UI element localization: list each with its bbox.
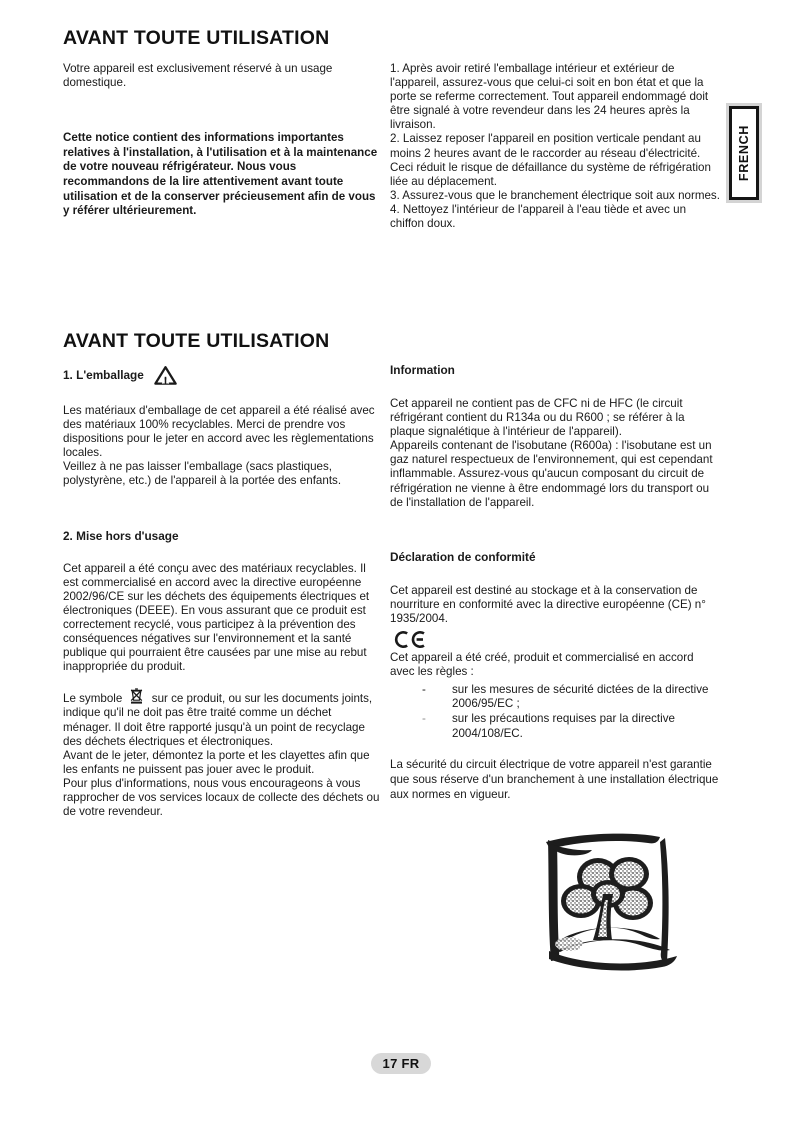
- conformite-paragraph-3: La sécurité du circuit électrique de votre appareil n'est garantie que sous réserve d'un branchement à une installation électrique aux normes en vigueur.: [390, 757, 719, 801]
- bullet-marker: -: [422, 683, 426, 697]
- bullet-marker: -: [422, 712, 426, 726]
- language-tab-label: FRENCH: [737, 124, 751, 182]
- mise-hors-usage-paragraph-3: Avant de le jeter, démontez la porte et les clayettes afin que les enfants ne puissent pas jouer avec le produit.: [63, 748, 370, 776]
- list-item: [412, 683, 720, 711]
- subheading-mise-hors-usage: 2. Mise hors d'usage: [63, 528, 179, 543]
- section-title-avant-toute-utilisation-1: AVANT TOUTE UTILISATION: [63, 27, 330, 49]
- section-title-avant-toute-utilisation-2: AVANT TOUTE UTILISATION: [63, 330, 330, 352]
- section-1-left-column: [63, 62, 381, 219]
- weee-paragraph-lead: Le symbole: [63, 692, 123, 706]
- list-item: [412, 712, 720, 740]
- section-1-step-2: 2. Laissez reposer l'appareil en position verticale pendant au moins 2 heures avant de le raccorder au réseau d'électricité. Ceci réduit le risque de défaillance du système de réfrigération liée au déplacement.: [390, 132, 711, 188]
- hand-drawn-tree-logo: [536, 820, 702, 986]
- subheading-declaration-conformite: Déclaration de conformité: [390, 549, 536, 564]
- conformite-paragraph-2: Cet appareil a été créé, produit et commercialisé en accord avec les règles :: [390, 651, 694, 679]
- page-number-badge: [371, 1053, 431, 1074]
- page-number-label: 17 FR: [382, 1056, 420, 1071]
- emballage-paragraph-1: Les matériaux d'emballage de cet appareil a été réalisé avec des matériaux 100% recyclables. Merci de prendre vos dispositions pour le jeter en accord avec les règlementations locales.: [63, 404, 375, 460]
- conformite-rules-list: [390, 683, 720, 740]
- language-tab-french: [726, 103, 762, 203]
- conformite-paragraph-1: Cet appareil est destiné au stockage et à la conservation de nourriture en conformité avec la directive européenne (CE) n° 1935/2004.: [390, 583, 706, 625]
- subheading-information: Information: [390, 363, 455, 377]
- mise-hors-usage-paragraph-4: Pour plus d'informations, nous vous encourageons à vous rapprocher de vos services locaux de collecte des déchets ou de votre revendeur.: [63, 776, 380, 819]
- information-paragraph-1: Cet appareil ne contient pas de CFC ni de HFC (le circuit réfrigérant contient du R134a ou du R600 ; se référer à la plaque signalétique à l'intérieur de l'appareil).: [390, 397, 685, 439]
- ce-marking-icon: [394, 630, 428, 649]
- weee-symbol-paragraph: [63, 688, 381, 748]
- information-paragraph-2: Appareils contenant de l'isobutane (R600a) : l'isobutane est un gaz naturel respectueux de l'environnement, qui est cependant inflammable. Assurez-vous qu'aucun composant du circuit de réfrigération ne vienne à être endommagé lors du transport ou de l'installation de l'appareil.: [390, 439, 713, 509]
- section-2-right-column: [390, 363, 720, 802]
- section-1-step-4: 4. Nettoyez l'intérieur de l'appareil à l'eau tiède et avec un chiffon doux.: [390, 202, 687, 231]
- section-1-step-3: 3. Assurez-vous que le branchement électrique soit aux normes.: [390, 188, 720, 202]
- list-item-label: sur les précautions requises par la directive 2004/108/EC.: [452, 712, 675, 740]
- section-1-notice-paragraph: Cette notice contient des informations importantes relatives à l'installation, à l'utilisation et à la maintenance de votre nouveau réfrigérateur. Nous vous recommandons de la lire attentivement avant toute utilisation et de la conserver précieusement afin de vous y référer ultérieurement.: [63, 131, 378, 218]
- subheading-emballage: 1. L'emballage: [63, 368, 144, 382]
- recycling-triangle-icon: [153, 365, 178, 386]
- mise-hors-usage-paragraph-1: Cet appareil a été conçu avec des matériaux recyclables. Il est commercialisé en accord avec la directive européenne 2002/96/CE sur les déchets des équipements électriques et électroniques (DEEE). En vous assurant que ce produit est correctement recyclé, vous participez à la prévention des conséquences négatives sur l'environnement et la santé publique qui pourraient être causées par une mise au rebut inappropriée du produit.: [63, 561, 370, 674]
- weee-paragraph-tail: sur ce produit, ou sur les documents joints, indique qu'il ne doit pas être traité comme un déchet ménager. Il doit être rapporté jusqu'à un point de recyclage des déchets électriques et électroniques.: [63, 692, 373, 748]
- subheading-emballage-row: [63, 365, 381, 386]
- section-1-step-1: 1. Après avoir retiré l'emballage intérieur et extérieur de l'appareil, assurez-vous que celui-ci soit en bon état et que la porte se referme correctement. Tout appareil endommagé doit être signalé à votre revendeur dans les 24 heures après la livraison.: [390, 62, 709, 132]
- section-1-right-column: [390, 62, 720, 231]
- list-item-label: sur les mesures de sécurité dictées de la directive 2006/95/EC ;: [452, 683, 709, 711]
- emballage-paragraph-2: Veillez à ne pas laisser l'emballage (sacs plastiques, polystyrène, etc.) de l'appareil à la portée des enfants.: [63, 460, 342, 488]
- language-tab-frame: [729, 106, 759, 200]
- section-1-intro-paragraph: Votre appareil est exclusivement réservé à un usage domestique.: [63, 62, 333, 90]
- crossed-out-wheelie-bin-icon: [129, 688, 144, 705]
- section-2-left-column: [63, 365, 381, 819]
